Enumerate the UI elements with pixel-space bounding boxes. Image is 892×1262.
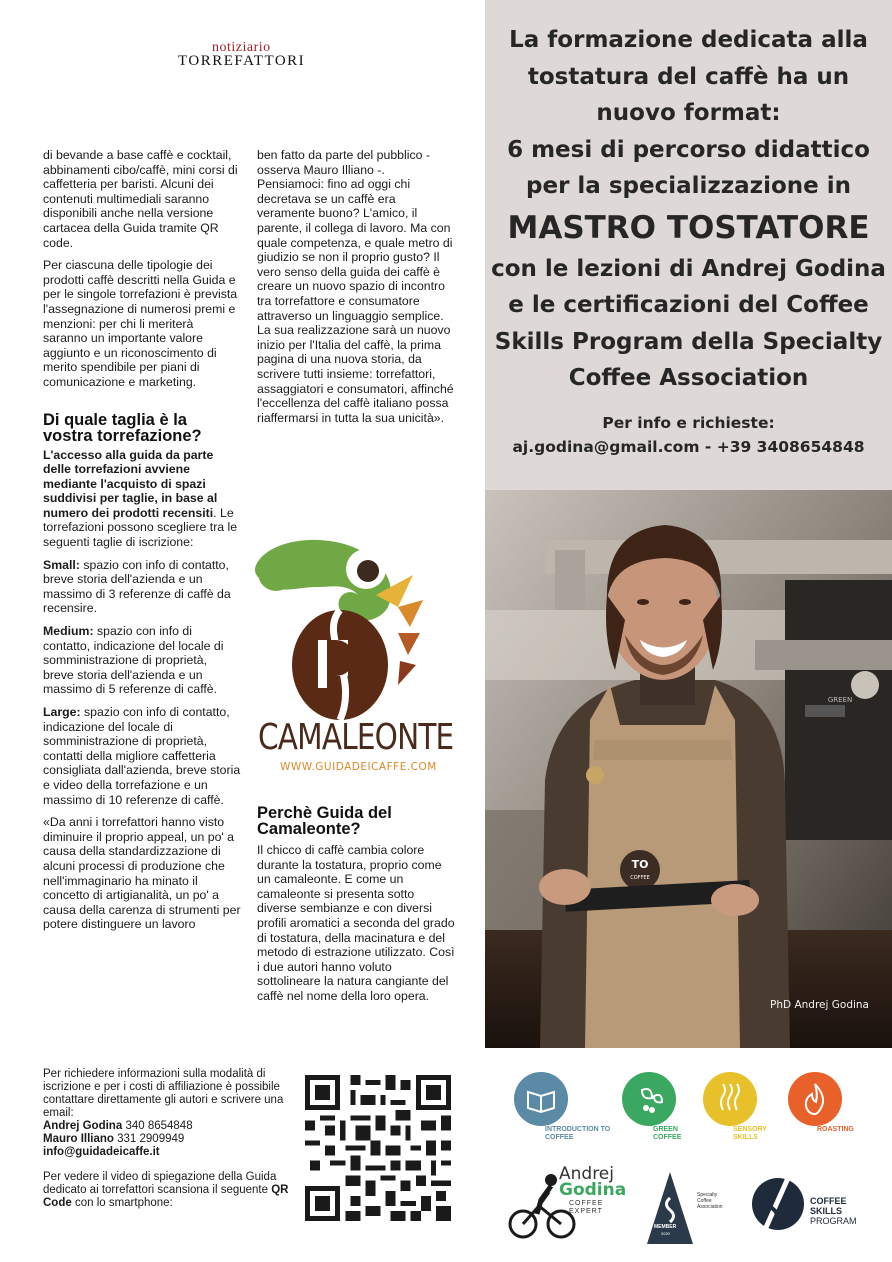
contact-intro: Per richiedere informazioni sulla modalità di iscrizione e per i costi di affiliazione è possibile contattare direttamente gli autori e scrivere una email: [43, 1068, 284, 1119]
flame-icon [788, 1072, 842, 1126]
ad-line: nuovo format: [596, 100, 781, 126]
contact-name-2: Mauro Illiano [43, 1133, 114, 1145]
csp-name-2: SKILLS [810, 1206, 843, 1216]
badge-label-intro: INTRODUCTION TO COFFEE [545, 1126, 611, 1141]
column-1 [43, 148, 241, 940]
ad-line: con le lezioni di Andrej Godina [491, 255, 886, 282]
contact-phone-1: 340 8654848 [125, 1120, 193, 1132]
godina-sub-2: EXPERT [569, 1208, 603, 1215]
video-text-end: con lo smartphone: [74, 1197, 173, 1209]
ad-line: tostatura del caffè ha un [527, 63, 850, 90]
ad-line: e le certificazioni del Coffee [508, 292, 869, 318]
badge-label-sensory: SENSORY SKILLS [733, 1126, 767, 1141]
godina-sub-1: COFFEE [569, 1200, 604, 1207]
sca-member-badge [645, 1170, 725, 1250]
masthead-title: TORREFATTORI [178, 53, 306, 69]
ad-line: per la specializzazione in [526, 173, 851, 199]
size-text-small: spazio con info di contatto, breve storia dell'azienda e un massimo di 3 referenze di caffè da recensire. [43, 557, 231, 616]
lead-after: Le torrefazioni possono scegliere tra le seguenti taglie di iscrizione: [43, 505, 238, 550]
video-text: Per vedere il video di spiegazione della Guida dedicato ai torrefattori scansiona il seguente [43, 1171, 277, 1196]
section-heading: Di quale taglia è la vostra torrefazione? [43, 410, 202, 445]
chameleon-icon [248, 525, 458, 725]
sca-name-1: Specialty [697, 1192, 718, 1198]
contact-email[interactable]: info@guidadeicaffe.it [43, 1146, 160, 1158]
paragraph: Il chicco di caffè cambia colore durante la tostatura, proprio come un camaleonte. E come un camaleonte si presenta sotto diverse sembianze e con diversi profili aromatici a seconda del grado di tostatura, della macinatura e del metodo di estrazione utilizzato. Così i due autori hanno voluto sottolineare la natura cangiante del caffè nel nome della loro opera. [257, 843, 455, 1003]
godina-name-1: Andrej [559, 1164, 614, 1184]
csp-name-3: PROGRAM [810, 1216, 857, 1226]
qr-label: QR Code [43, 1184, 289, 1209]
machine-label: GREEN [827, 696, 853, 704]
godina-logo [507, 1166, 627, 1246]
sca-year: 2020 [661, 1231, 670, 1236]
photo-caption: PhD Andrej Godina [770, 999, 869, 1011]
sca-member-text: MEMBER [654, 1224, 677, 1230]
coffee-skills-program-logo [750, 1170, 890, 1240]
qr-code[interactable] [305, 1075, 451, 1221]
sca-name [697, 1192, 723, 1210]
ad-line: 6 mesi di percorso didattico [507, 136, 870, 163]
section-heading: Perchè Guida del Camaleonte? [257, 804, 392, 838]
apron-badge-sub: COFFEE [630, 875, 650, 881]
quote-paragraph: «Da anni i torrefattori hanno visto diminuire il proprio appeal, un po' a causa della standardizzazione di alcuni processi di produzione che nell'immaginario ha minato il concetto di artigianalità, un po' a causa della carenza di strumenti per potere distinguere un lavoro [43, 815, 241, 932]
ad-info-contact[interactable]: aj.godina@gmail.com - +39 3408654848 [512, 437, 865, 456]
logo-url: WWW.GUIDADEICAFFE.COM [280, 761, 437, 773]
lead-text: L'accesso alla guida da parte delle torrefazioni avviene mediante l'acquisto di spazi suddivisi per taglie, in base al numero dei prodotti recensiti [43, 447, 218, 520]
size-label-small: Small: [43, 557, 80, 572]
ad-info-label: Per info e richieste: [602, 413, 775, 432]
ad-line: Skills Program della Specialty [494, 328, 883, 355]
contact-box [43, 1068, 298, 1210]
contact-phone-2: 331 2909949 [117, 1133, 185, 1145]
csp-name-1: COFFEE [810, 1196, 847, 1206]
column-2-section [257, 805, 455, 1012]
apron-badge-text: TO [631, 858, 649, 871]
contact-name-1: Andrej Godina [43, 1120, 123, 1132]
ad-line: Coffee Association [568, 365, 809, 391]
badge-label-roasting: ROASTING [817, 1126, 854, 1133]
size-label-large: Large: [43, 705, 81, 719]
column-2 [257, 148, 455, 433]
size-label-medium: Medium: [43, 624, 94, 639]
roaster-photo [485, 490, 892, 1048]
lead-end: . [213, 505, 217, 520]
sensory-icon [703, 1072, 757, 1126]
ad-text [485, 22, 892, 459]
ad-headline: MASTRO TOSTATORE [507, 209, 870, 246]
paragraph: ben fatto da parte del pubblico - osserva Mauro Illiano -. Pensiamoci: fino ad oggi chi decretava se un caffè era veramente buono? L'amico, il parente, il collega di lavoro. Ma con quale competenza, e quale metro di giudizio se non il proprio gusto? Il vero senso della guida dei caffè è creare un nuovo spazio di incontro tra torrefattore e consumatore attraverso un linguaggio semplice. La sua realizzazione sarà un nuovo inizio per l'Italia del caffè, la prima pagina di una nuova storia, da scrivere tutti insieme: torrefattori, assaggiatori e consumatori, affinché l'eccellenza del caffè italiano possa riaffermarsi in tutta la sua unicità». [257, 148, 454, 425]
camaleonte-logo [248, 525, 458, 785]
certification-badges [485, 1048, 892, 1262]
paragraph: Per ciascuna delle tipologie dei prodotti caffè descritti nella Guida e per le singole torrefazioni è prevista l'assegnazione di numerosi premi e menzioni: per chi li meriterà saranno un importante valore aggiunto e un riconoscimento di merito spendibile per piani di comunicazione e marketing. [43, 258, 238, 389]
coffee-plant-icon [622, 1072, 676, 1126]
size-text-medium: spazio con info di contatto, indicazione del locale di somministrazione di proprietà, breve storia dell'azienda e un massimo di 5 referenze di caffè. [43, 624, 224, 697]
sca-name-3: Association [697, 1204, 723, 1210]
badge-label-green: GREEN COFFEE [653, 1126, 682, 1141]
size-text-large: spazio con info di contatto, indicazione del locale di somministrazione di proprietà, contatti della migliore caffetteria consigliata dall'azienda, breve storia e video della torrefazione e un massimo di 10 referenze di caffè. [43, 705, 241, 807]
csp-logo-icon [750, 1170, 808, 1240]
sca-logo-icon [645, 1170, 695, 1246]
book-icon [514, 1072, 568, 1126]
ad-line: La formazione dedicata alla [509, 27, 868, 53]
sca-name-2: Coffee [697, 1198, 712, 1204]
logo-wordmark: CAMALEONTE [258, 717, 454, 758]
godina-name-2: Godina [559, 1180, 627, 1200]
masthead-kicker: notiziario [212, 40, 271, 55]
paragraph: di bevande a base caffè e cocktail, abbinamenti cibo/caffè, mini corsi di caffetteria per baristi. Alcuni dei contenuti multimediali saranno disponibili anche nella versione cartacea della Guida tramite QR code. [43, 148, 238, 250]
